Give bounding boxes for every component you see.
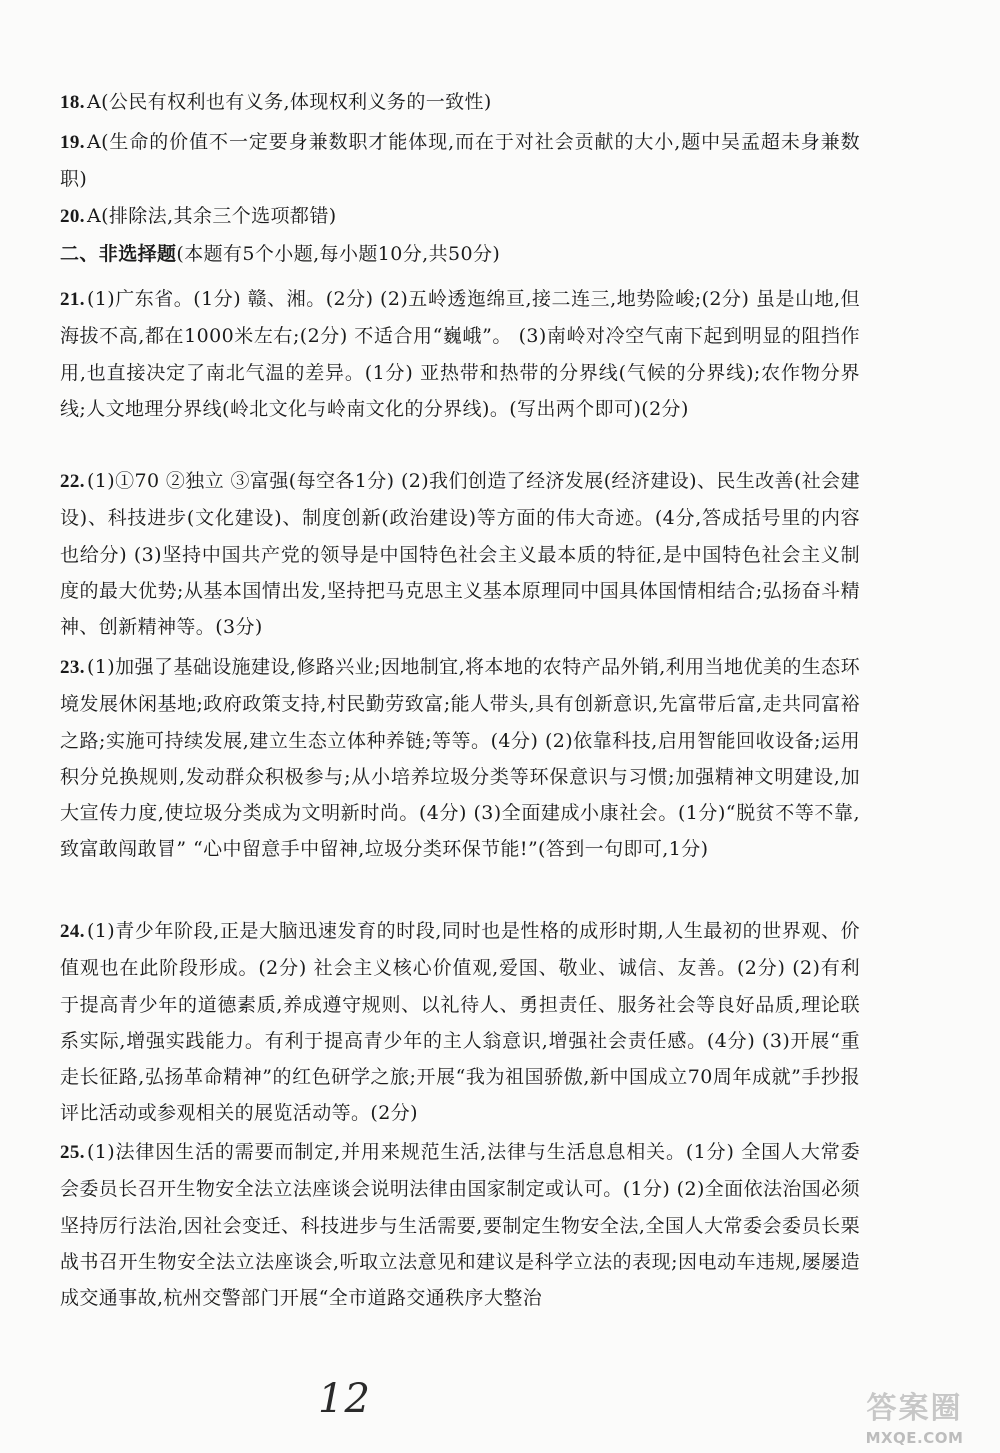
item-text: A(生命的价值不一定要身兼数职才能体现,而在于对社会贡献的大小,题中吴孟超未身兼数职) <box>60 131 860 191</box>
item-number: 24. <box>60 921 85 942</box>
item-text: (1)法律因生活的需要而制定,并用来规范生活,法律与生活息息相关。(1分) 全国人大常委会委员长召开生物安全法立法座谈会说明法律由国家制定或认可。(1分) (2)全面依法治国必须坚持厉行法治,因社会变迁、科技进步与生活需要,要制定生物安全法,全国人大常委会委员长栗战书召开生物安全法立法座谈会,听取立法意见和建议是科学立法的表现;因电动车违规,屡屡造成交通事故,杭州交警部门开展“全市道路交通秩序大整治 <box>60 1141 860 1310</box>
watermark-logo: 答案圈 <box>866 1391 963 1426</box>
item-text: (1)①70 ②独立 ③富强(每空各1分) (2)我们创造了经济发展(经济建设)、民生改善(社会建设)、科技进步(文化建设)、制度创新(政治建设)等方面的伟大奇迹。(4分,答成括号里的内容也给分) (3)坚持中国共产党的领导是中国特色社会主义最本质的特征,是中国特色社会主义制度的最大优势;从基本国情出发,坚持把马克思主义基本原理同中国具体国情相结合;弘扬奋斗精神、创新精神等。(3分) <box>60 470 860 639</box>
answer-item-25 <box>60 1134 860 1316</box>
item-text: A(排除法,其余三个选项都错) <box>86 205 337 227</box>
answer-item-22 <box>60 463 860 645</box>
item-number: 22. <box>60 471 85 492</box>
item-number: 18. <box>60 92 85 113</box>
answer-item-18 <box>60 84 860 121</box>
item-text: (1)广东省。(1分) 赣、湘。(2分) (2)五岭透迤绵亘,接二连三,地势险峻;(2分) 虽是山地,但海拔不高,都在1000米左右;(2分) 不适合用“巍峨”。 (3)南岭对冷空气南下起到明显的阻挡作用,也直接决定了南北气温的差异。(1分) 亚热带和热带的分界线(气候的分界线);农作物分界线;人文地理分界线(岭北文化与岭南文化的分界线)。(写出两个即可)(2分) <box>60 288 860 420</box>
item-text: A(公民有权利也有义务,体现权利义务的一致性) <box>86 91 492 113</box>
item-number: 19. <box>60 132 85 153</box>
section-heading <box>60 236 860 272</box>
item-number: 21. <box>60 289 85 310</box>
item-number: 20. <box>60 206 85 227</box>
item-number: 25. <box>60 1142 85 1163</box>
watermark-url: MXQE.COM <box>865 1429 964 1447</box>
answer-item-20 <box>60 198 860 235</box>
answer-item-19 <box>60 124 860 198</box>
section-title: 二、非选择题 <box>60 243 177 265</box>
item-text: (1)青少年阶段,正是大脑迅速发育的时段,同时也是性格的成形时期,人生最初的世界观、价值观也在此阶段形成。(2分) 社会主义核心价值观,爱国、敬业、诚信、友善。(2分) (2)有利于提高青少年的道德素质,养成遵守规则、以礼待人、勇担责任、服务社会等良好品质,理论联系实际,增强实践能力。有利于提高青少年的主人翁意识,增强社会责任感。(4分) (3)开展“重走长征路,弘扬革命精神”的红色研学之旅;开展“我为祖国骄傲,新中国成立70周年成就”手抄报评比活动或参观相关的展览活动等。(2分) <box>60 920 860 1125</box>
item-text: (1)加强了基础设施建设,修路兴业;因地制宜,将本地的农特产品外销,利用当地优美的生态环境发展休闲基地;政府政策支持,村民勤劳致富;能人带头,具有创新意识,先富带后富,走共同富裕之路;实施可持续发展,建立生态立体种养链;等等。(4分) (2)依靠科技,启用智能回收设备;运用积分兑换规则,发动群众积极参与;从小培养垃圾分类等环保意识与习惯;加强精神文明建设,加大宣传力度,使垃圾分类成为文明新时尚。(4分) (3)全面建成小康社会。(1分)“脱贫不等不靠,致富敢闯敢冒” “心中留意手中留神,垃圾分类环保节能!”(答到一句即可,1分) <box>60 656 860 861</box>
answer-item-24 <box>60 913 860 1132</box>
item-number: 23. <box>60 657 85 678</box>
handwritten-page-number: 12 <box>318 1376 371 1422</box>
answer-item-21 <box>60 281 860 427</box>
section-note: (本题有5个小题,每小题10分,共50分) <box>176 243 501 265</box>
site-watermark <box>842 1390 987 1450</box>
answer-item-23 <box>60 649 860 868</box>
